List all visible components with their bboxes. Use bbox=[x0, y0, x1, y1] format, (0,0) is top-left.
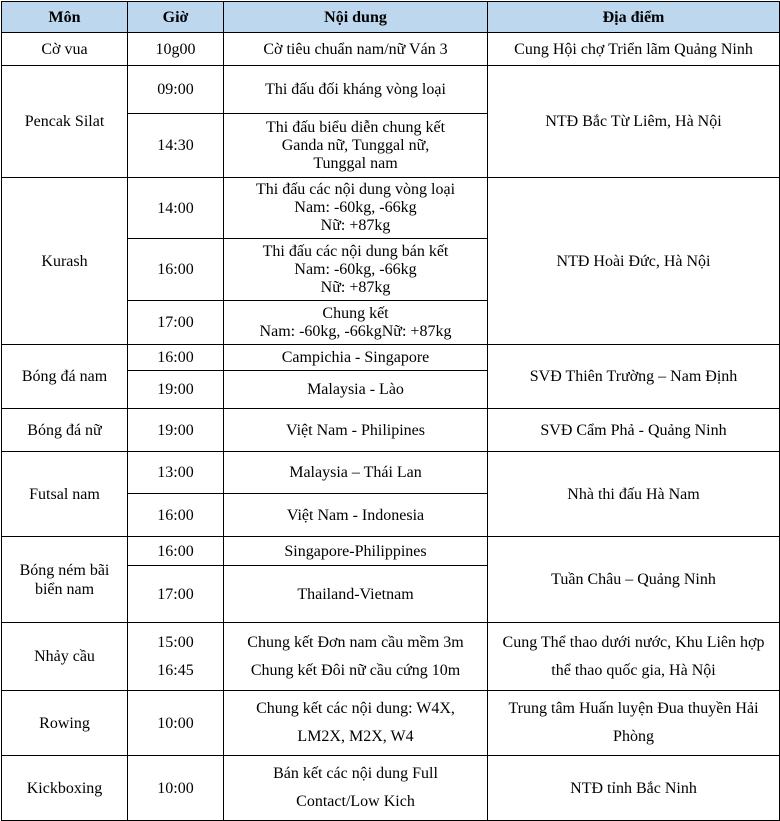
table-row bbox=[2, 537, 780, 566]
header-content: Nội dung bbox=[224, 2, 488, 33]
venue-cell: SVĐ Thiên Trường – Nam Định bbox=[488, 345, 780, 409]
venue-cell: NTĐ tỉnh Bắc Ninh bbox=[488, 756, 780, 821]
table-row bbox=[2, 756, 780, 821]
sport-cell: Nhảy cầu bbox=[2, 623, 128, 691]
table-row bbox=[2, 345, 780, 371]
schedule-table bbox=[1, 1, 780, 821]
sport-cell: Pencak Silat bbox=[2, 66, 128, 178]
sport-cell: Rowing bbox=[2, 691, 128, 756]
time-cell: 19:00 bbox=[128, 409, 224, 452]
table-row bbox=[2, 66, 780, 114]
content-cell: Thailand-Vietnam bbox=[224, 566, 488, 623]
content-cell: Việt Nam - Philipines bbox=[224, 409, 488, 452]
header-sport: Môn bbox=[2, 2, 128, 33]
content-cell: Malaysia - Lào bbox=[224, 371, 488, 409]
sport-cell: Bóng ném bãi biển nam bbox=[2, 537, 128, 623]
sport-cell: Kickboxing bbox=[2, 756, 128, 821]
sport-cell: Bóng đá nữ bbox=[2, 409, 128, 452]
content-cell: Việt Nam - Indonesia bbox=[224, 494, 488, 537]
time-cell: 17:00 bbox=[128, 301, 224, 345]
time-cell: 17:00 bbox=[128, 566, 224, 623]
content-cell: Thi đấu biểu diễn chung kết Ganda nữ, Tunggal nữ, Tunggal nam bbox=[224, 114, 488, 178]
sport-cell: Cờ vua bbox=[2, 33, 128, 66]
table-row bbox=[2, 178, 780, 239]
table-row bbox=[2, 623, 780, 691]
content-cell: Chung kết các nội dung: W4X, LM2X, M2X, W4 bbox=[224, 691, 488, 756]
sport-cell: Kurash bbox=[2, 178, 128, 345]
time-cell: 15:00 16:45 bbox=[128, 623, 224, 691]
time-cell: 16:00 bbox=[128, 537, 224, 566]
content-cell: Campichia - Singapore bbox=[224, 345, 488, 371]
content-cell: Chung kết Đơn nam cầu mềm 3m Chung kết Đôi nữ cầu cứng 10m bbox=[224, 623, 488, 691]
content-cell: Thi đấu đối kháng vòng loại bbox=[224, 66, 488, 114]
content-cell: Cờ tiêu chuẩn nam/nữ Ván 3 bbox=[224, 33, 488, 66]
venue-cell: Tuần Châu – Quảng Ninh bbox=[488, 537, 780, 623]
time-cell: 10:00 bbox=[128, 756, 224, 821]
time-cell: 19:00 bbox=[128, 371, 224, 409]
time-cell: 13:00 bbox=[128, 452, 224, 494]
sport-cell: Futsal nam bbox=[2, 452, 128, 537]
venue-cell: Nhà thi đấu Hà Nam bbox=[488, 452, 780, 537]
table-row bbox=[2, 452, 780, 494]
venue-cell: NTĐ Hoài Đức, Hà Nội bbox=[488, 178, 780, 345]
time-cell: 14:00 bbox=[128, 178, 224, 239]
time-cell: 10:00 bbox=[128, 691, 224, 756]
table-row bbox=[2, 33, 780, 66]
content-cell: Thi đấu các nội dung vòng loại Nam: -60kg, -66kg Nữ: +87kg bbox=[224, 178, 488, 239]
content-cell: Singapore-Philippines bbox=[224, 537, 488, 566]
header-row bbox=[2, 2, 780, 33]
table-row bbox=[2, 691, 780, 756]
time-cell: 16:00 bbox=[128, 345, 224, 371]
content-cell: Malaysia – Thái Lan bbox=[224, 452, 488, 494]
content-cell: Chung kết Nam: -60kg, -66kgNữ: +87kg bbox=[224, 301, 488, 345]
table-row bbox=[2, 409, 780, 452]
venue-cell: NTĐ Bắc Từ Liêm, Hà Nội bbox=[488, 66, 780, 178]
time-cell: 16:00 bbox=[128, 494, 224, 537]
time-cell: 10g00 bbox=[128, 33, 224, 66]
time-cell: 16:00 bbox=[128, 239, 224, 301]
content-cell: Bán kết các nội dung Full Contact/Low Kich bbox=[224, 756, 488, 821]
header-venue: Địa điểm bbox=[488, 2, 780, 33]
time-cell: 09:00 bbox=[128, 66, 224, 114]
venue-cell: Cung Hội chợ Triển lãm Quảng Ninh bbox=[488, 33, 780, 66]
venue-cell: Cung Thể thao dưới nước, Khu Liên hợp thể thao quốc gia, Hà Nội bbox=[488, 623, 780, 691]
time-cell: 14:30 bbox=[128, 114, 224, 178]
content-cell: Thi đấu các nội dung bán kết Nam: -60kg, -66kg Nữ: +87kg bbox=[224, 239, 488, 301]
venue-cell: Trung tâm Huấn luyện Đua thuyền Hải Phòng bbox=[488, 691, 780, 756]
header-time: Giờ bbox=[128, 2, 224, 33]
venue-cell: SVĐ Cẩm Phả - Quảng Ninh bbox=[488, 409, 780, 452]
sport-cell: Bóng đá nam bbox=[2, 345, 128, 409]
